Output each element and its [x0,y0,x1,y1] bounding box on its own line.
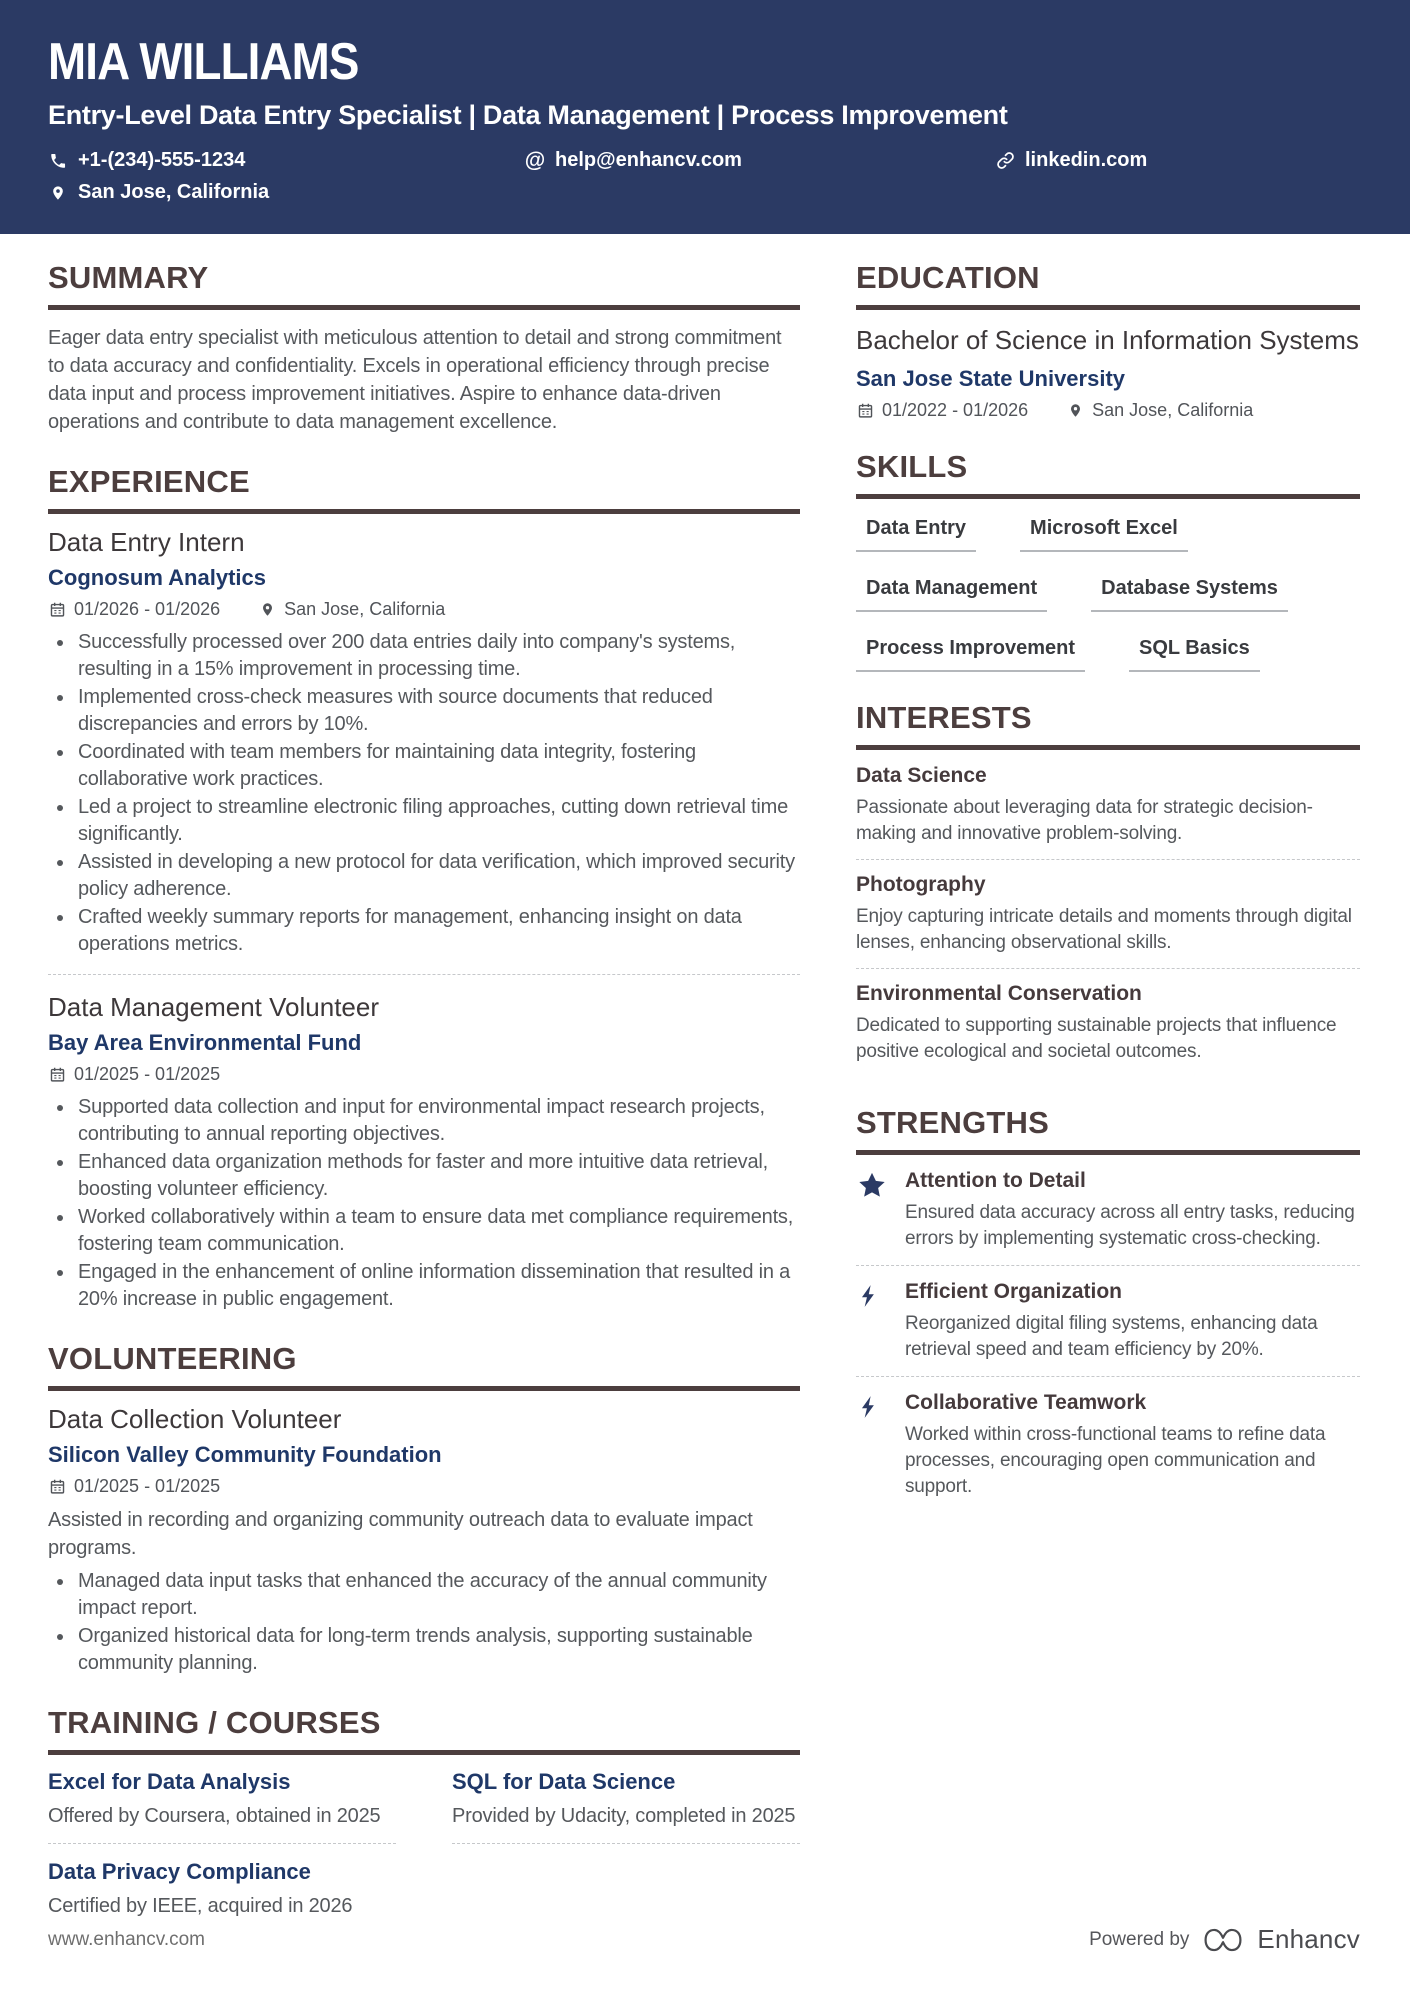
bullet-item: • Enhanced data organization methods for faster and more intuitive data retrieval, boosting volunteer efficiency. [75,1149,800,1203]
enhancv-brand-text: Enhancv [1257,1924,1360,1954]
contact-link[interactable] [995,149,1360,172]
training-heading: TRAINING / COURSES [48,1705,800,1755]
star-icon [856,1169,888,1252]
interest-entry [856,873,1360,969]
content [0,234,1410,1976]
job-meta-row [48,1064,800,1085]
volunteer-dates-text: 01/2025 - 01/2025 [74,1475,221,1496]
section-experience [48,464,800,1313]
skills-heading: SKILLS [856,449,1360,499]
strength-title: Collaborative Teamwork [905,1391,1147,1415]
contact-phone-text: +1-(234)-555-1234 [78,149,246,172]
degree-title: Bachelor of Science in Information Systems [856,325,1359,356]
job-headline: Entry-Level Data Entry Specialist | Data Management | Process Improvement [48,100,1008,131]
education-location-text: San Jose, California [1092,400,1254,421]
volunteer-meta-row [48,1476,800,1497]
bolt-icon [856,1391,888,1500]
education-dates-text: 01/2022 - 01/2026 [882,400,1029,421]
school-name: San Jose State University [856,366,1126,392]
strength-title: Efficient Organization [905,1280,1123,1304]
volunteer-dates [48,1476,220,1497]
job-dates-text: 01/2025 - 01/2025 [74,1063,221,1084]
volunteer-bullets [48,1568,800,1677]
education-dates [856,400,1028,421]
courses-grid [48,1769,800,1948]
job-title: Data Management Volunteer [48,992,379,1023]
job-bullets [48,629,800,958]
section-strengths [856,1105,1360,1513]
bullet-item: • Successfully processed over 200 data entries daily into company's systems, resulting in a 15% improvement in processing time. [75,629,800,683]
strength-title: Attention to Detail [905,1169,1086,1193]
contact-phone[interactable] [48,149,525,172]
strength-entry [856,1391,1360,1513]
skill-tag: Process Improvement [856,637,1085,672]
company-name: Cognosum Analytics [48,565,266,591]
bullet-item: • Organized historical data for long-term trends analysis, supporting sustainable community planning. [75,1623,800,1677]
volunteer-org: Silicon Valley Community Foundation [48,1441,442,1467]
skill-tag: Microsoft Excel [1020,517,1188,552]
job-title: Data Entry Intern [48,527,245,558]
experience-entry [48,528,800,958]
course-title: Excel for Data Analysis [48,1768,291,1794]
experience-entry [48,993,800,1313]
strength-desc: Worked within cross-functional teams to refine data processes, encouraging open communication and support. [905,1424,1326,1498]
course-title: Data Privacy Compliance [48,1858,311,1884]
strength-desc: Ensured data accuracy across all entry tasks, reducing errors by implementing systematic cross-checking. [905,1202,1355,1250]
phone-icon [48,151,68,171]
bullet-item: • Managed data input tasks that enhanced the accuracy of the annual community impact report. [75,1568,800,1622]
footer [48,1924,1360,1955]
bullet-item: • Led a project to streamline electronic filing approaches, cutting down retrieval time significantly. [75,794,800,848]
at-icon: @ [524,148,546,172]
contact-row [48,149,1360,204]
skill-tag: Data Entry [856,517,976,552]
powered-by-label: Powered by [1089,1928,1190,1950]
section-volunteering [48,1341,800,1677]
footer-site-link[interactable]: www.enhancv.com [48,1928,205,1950]
interests-heading: INTERESTS [856,700,1360,750]
left-column [48,260,800,1976]
course-entry [48,1769,396,1844]
strength-entry [856,1169,1360,1266]
skill-tag: SQL Basics [1129,637,1260,672]
section-skills [856,449,1360,672]
job-dates-text: 01/2026 - 01/2026 [74,599,221,620]
calendar-icon [48,1477,66,1495]
skill-tag: Data Management [856,577,1047,612]
job-location-text: San Jose, California [284,599,446,620]
education-heading: EDUCATION [856,260,1360,310]
contact-email-text: help@enhancv.com [555,149,742,172]
contact-email[interactable] [525,149,995,172]
course-title: SQL for Data Science [452,1768,676,1794]
summary-heading: SUMMARY [48,260,800,310]
person-name: MIA WILLIAMS [48,33,359,91]
course-entry [48,1859,396,1933]
course-entry [452,1769,800,1844]
job-location [258,599,445,620]
strength-entry [856,1280,1360,1377]
education-location [1066,400,1253,421]
strength-desc: Reorganized digital filing systems, enhancing data retrieval speed and team efficiency by 20%. [905,1313,1318,1361]
bullet-item: • Worked collaboratively within a team to ensure data met compliance requirements, fostering team communication. [75,1204,800,1258]
strengths-heading: STRENGTHS [856,1105,1360,1155]
interest-title: Photography [856,873,986,897]
strength-body [905,1169,1360,1252]
interest-title: Environmental Conservation [856,982,1142,1006]
bullet-item: • Engaged in the enhancement of online information dissemination that resulted in a 20% increase in public engagement. [75,1259,800,1313]
skill-tag: Database Systems [1091,577,1288,612]
section-interests [856,700,1360,1077]
experience-heading: EXPERIENCE [48,464,800,514]
link-icon [995,151,1015,171]
course-desc: Provided by Udacity, completed in 2025 [452,1804,796,1827]
calendar-icon [856,402,874,420]
location-pin-icon [258,601,276,619]
volunteer-title: Data Collection Volunteer [48,1403,342,1434]
contact-location-text: San Jose, California [78,181,270,204]
interest-entry [856,764,1360,860]
enhancv-logo-icon [1201,1925,1245,1955]
bullet-item: • Implemented cross-check measures with source documents that reduced discrepancies and errors by 10%. [75,684,800,738]
calendar-icon [48,601,66,619]
course-desc: Certified by IEEE, acquired in 2026 [48,1894,353,1917]
section-summary [48,260,800,436]
strength-body [905,1280,1360,1363]
bullet-item: • Crafted weekly summary reports for management, enhancing insight on data operations metrics. [75,904,800,958]
bullet-item: • Assisted in developing a new protocol for data verification, which improved security policy adherence. [75,849,800,903]
bullet-item: • Supported data collection and input for environmental impact research projects, contributing to annual reporting objectives. [75,1094,800,1148]
location-pin-icon [48,183,68,203]
volunteer-intro: Assisted in recording and organizing community outreach data to evaluate impact programs. [48,1508,753,1559]
interest-desc: Passionate about leveraging data for strategic decision-making and innovative problem-solving. [856,797,1313,845]
calendar-icon [48,1065,66,1083]
education-meta-row [856,400,1360,421]
summary-text: Eager data entry specialist with meticulous attention to detail and strong commitment to data accuracy and confidentiality. Excels in operational efficiency through precise data input and process improvement initiatives. Aspire to enhance data-driven operations and contribute to data management excellence. [48,327,782,434]
strength-body [905,1391,1360,1500]
section-education [856,260,1360,421]
location-pin-icon [1066,402,1084,420]
interest-desc: Dedicated to supporting sustainable projects that influence positive ecological and societal outcomes. [856,1015,1337,1063]
right-column [856,260,1360,1976]
header [0,0,1410,234]
job-meta-row [48,599,800,620]
bullet-item: • Coordinated with team members for maintaining data integrity, fostering collaborative work practices. [75,739,800,793]
skills-list [856,513,1360,672]
course-desc: Offered by Coursera, obtained in 2025 [48,1804,381,1827]
contact-link-text: linkedin.com [1025,149,1148,172]
interest-title: Data Science [856,764,987,788]
powered-by[interactable] [1089,1924,1360,1955]
job-dates [48,599,220,620]
job-dates [48,1064,220,1085]
interest-entry [856,982,1360,1077]
entry-divider [48,974,800,975]
contact-location [48,181,525,204]
interest-desc: Enjoy capturing intricate details and moments through digital lenses, enhancing observational skills. [856,906,1352,954]
section-training [48,1705,800,1948]
job-bullets [48,1094,800,1313]
bolt-icon [856,1280,888,1363]
company-name: Bay Area Environmental Fund [48,1029,362,1055]
volunteering-heading: VOLUNTEERING [48,1341,800,1391]
